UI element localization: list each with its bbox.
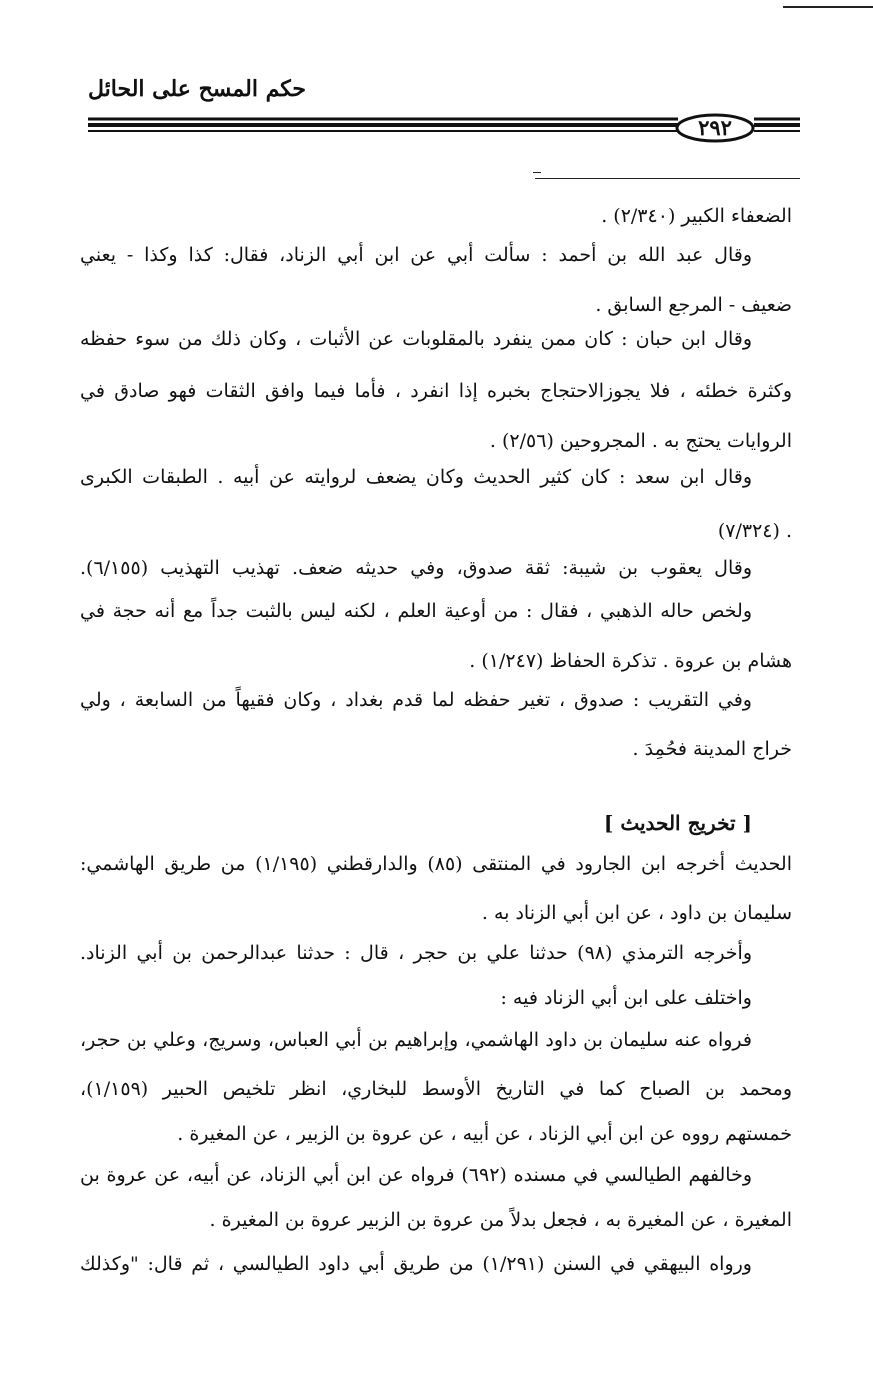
- text-line: خمستهم رووه عن ابن أبي الزناد ، عن أبيه ، عن عروة بن الزبير ، عن المغيرة .: [177, 1123, 792, 1145]
- text-line: وقال ابن سعد : كان كثير الحديث وكان يضعف لروايته عن أبيه . الطبقات الكبرى: [80, 466, 752, 488]
- text-line: وقال ابن حبان : كان ممن ينفرد بالمقلوبات عن الأثبات ، وكان ذلك من سوء حفظه: [80, 328, 752, 350]
- text-line: ومحمد بن الصباح كما في التاريخ الأوسط للبخاري، انظر تلخيص الحبير (١/١٥٩)،: [80, 1078, 792, 1100]
- text-line: واختلف على ابن أبي الزناد فيه :: [500, 987, 752, 1009]
- text-line: ولخص حاله الذهبي ، فقال : من أوعية العلم ، لكنه ليس بالثبت جداً مع أنه حجة في: [80, 600, 752, 622]
- text-line: وقال عبد الله بن أحمد : سألت أبي عن ابن أبي الزناد، فقال: كذا وكذا - يعني: [80, 244, 752, 266]
- text-line: وخالفهم الطيالسي في مسنده (٦٩٢) فرواه عن ابن أبي الزناد، عن أبيه، عن عروة بن: [80, 1164, 752, 1186]
- text-line: الضعفاء الكبير (٢/٣٤٠) .: [601, 205, 792, 227]
- text-line: (٧/٣٢٤) .: [717, 520, 792, 542]
- text-line: الحديث أخرجه ابن الجارود في المنتقى (٨٥) والدارقطني (١/١٩٥) من طريق الهاشمي:: [80, 853, 792, 875]
- text-line: المغيرة ، عن المغيرة به ، فجعل بدلاً من عروة بن الزبير عروة بن المغيرة .: [209, 1209, 792, 1231]
- text-line: وأخرجه الترمذي (٩٨) حدثنا علي بن حجر ، قال : حدثنا عبدالرحمن بن أبي الزناد.: [80, 942, 752, 964]
- text-line: الروايات يحتج به . المجروحين (٢/٥٦) .: [489, 430, 792, 452]
- footnote-rule: [535, 178, 800, 179]
- text-line: وقال يعقوب بن شيبة: ثقة صدوق، وفي حديثه ضعف. تهذيب التهذيب (٦/١٥٥).: [80, 557, 752, 579]
- section-heading: [ تخريج الحديث ]: [603, 811, 752, 835]
- page-number: ٢٩٢: [698, 115, 732, 140]
- text-line: سليمان بن داود ، عن ابن أبي الزناد به .: [481, 902, 792, 924]
- text-line: فرواه عنه سليمان بن داود الهاشمي، وإبراهيم بن أبي العباس، وسريج، وعلي بن حجر،: [80, 1029, 752, 1051]
- text-line: ورواه البيهقي في السنن (١/٢٩١) من طريق أبي داود الطيالسي ، ثم قال: "وكذلك: [80, 1253, 752, 1275]
- text-line: ضعيف - المرجع السابق .: [595, 294, 792, 316]
- top-edge-rule: [783, 6, 873, 8]
- text-line: خراج المدينة فحُمِدَ .: [632, 738, 792, 760]
- stray-mark: [533, 172, 541, 173]
- running-title: حكم المسح على الحائل: [88, 76, 306, 102]
- text-line: وكثرة خطئه ، فلا يجوزالاحتجاج بخبره إذا انفرد ، فأما فيما وافق الثقات فهو صادق في: [80, 380, 792, 402]
- text-line: هشام بن عروة . تذكرة الحفاظ (١/٢٤٧) .: [469, 650, 792, 672]
- text-line: وفي التقريب : صدوق ، تغير حفظه لما قدم بغداد ، وكان فقيهاً من السابعة ، ولي: [80, 689, 752, 711]
